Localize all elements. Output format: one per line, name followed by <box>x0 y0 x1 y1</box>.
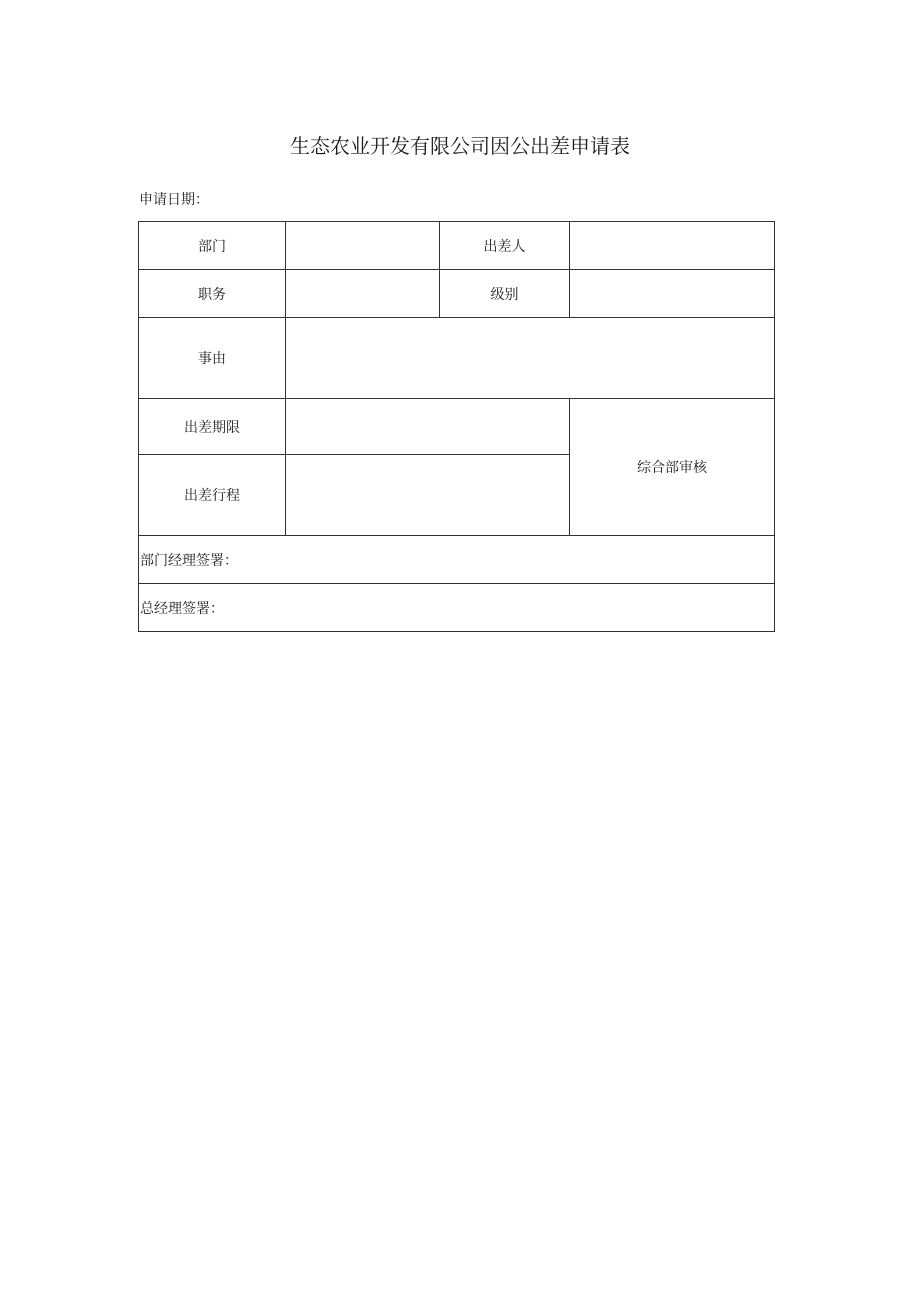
traveler-field[interactable] <box>570 222 775 270</box>
itinerary-field[interactable] <box>286 455 570 536</box>
reason-field[interactable] <box>286 318 775 399</box>
department-field[interactable] <box>286 222 440 270</box>
traveler-label: 出差人 <box>440 222 570 270</box>
general-manager-sign-field[interactable]: 总经理签署： <box>139 584 775 632</box>
row-position <box>139 270 775 318</box>
department-label: 部门 <box>139 222 286 270</box>
period-label: 出差期限 <box>139 399 286 455</box>
level-field[interactable] <box>570 270 775 318</box>
review-label: 综合部审核 <box>570 399 775 536</box>
row-period <box>139 399 775 455</box>
page-title: 生态农业开发有限公司因公出差申请表 <box>290 134 630 158</box>
row-department <box>139 222 775 270</box>
row-reason <box>139 318 775 399</box>
reason-label: 事由 <box>139 318 286 399</box>
level-label: 级别 <box>440 270 570 318</box>
row-general-manager-sign <box>139 584 775 632</box>
travel-application-form <box>138 221 775 632</box>
application-date-label: 申请日期： <box>139 192 209 208</box>
period-field[interactable] <box>286 399 570 455</box>
position-field[interactable] <box>286 270 440 318</box>
position-label: 职务 <box>139 270 286 318</box>
itinerary-label: 出差行程 <box>139 455 286 536</box>
dept-manager-sign-field[interactable]: 部门经理签署： <box>139 536 775 584</box>
row-dept-manager-sign <box>139 536 775 584</box>
